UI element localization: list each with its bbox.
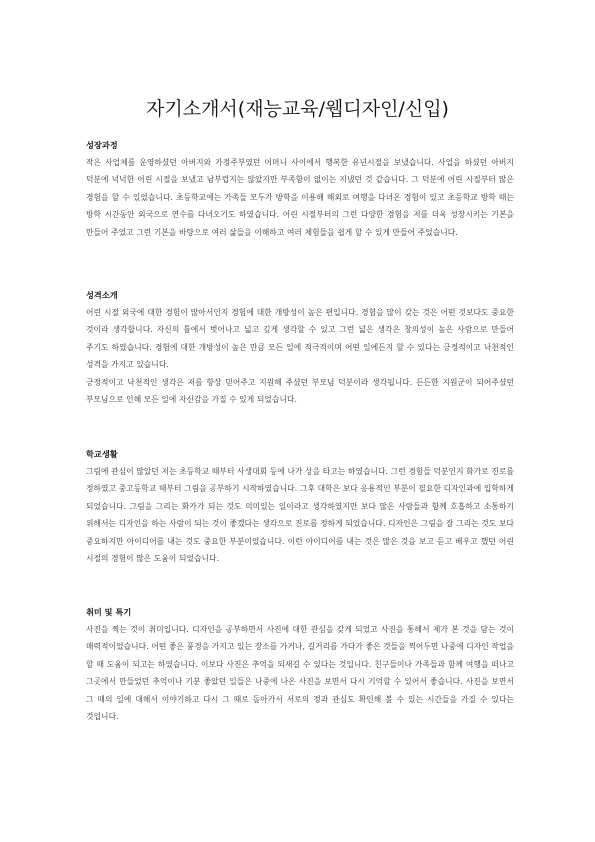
section-school-life: [86, 448, 514, 567]
section-paragraph: 그림에 관심이 많았던 저는 초등학교 때부터 사생대회 등에 나가 상을 타고는 하였습니다. 그런 경험들 덕분인지 화가로 진로를 정하였고 중고등학교 때부터 그림을 공부하기 시작하였습니다. 그후 대학은 보다 응용적인 부분이 필요한 디자인과에 입학하게 되었습니다. 그림을 그리는 화가가 되는 것도 의미있는 일이라고 생각하였지만 보다 많은 사람들과 함께 호흡하고 소통하기 위해서는 디자인을 하는 사람이 되는 것이 좋겠다는 생각으로 진로를 정하게 되었습니다. 디자인은 그림을 잘 그리는 것도 보다 중요하지만 아이디어를 내는 것도 중요한 부분이었습니다. 이런 아이디어를 내는 것은 많은 것을 보고 듣고 배우고 했던 어린 시절의 경험이 많은 도움이 되었습니다.: [86, 467, 514, 564]
section-hobbies: [86, 606, 514, 725]
section-paragraph: 사진을 찍는 것이 취미입니다. 디자인을 공부하면서 사진에 대한 관심을 갖게 되었고 사진을 통해서 제가 본 것을 담는 것이 매력적이었습니다. 어떤 좋은 풍경을 가지고 있는 장소를 가거나, 길거리를 가다가 좋은 것들을 찍어두면 나중에 디자인 작업을 할 때 도움이 되고는 하였습니다. 이보다 사진은 추억을 되새길 수 있다는 것입니다. 친구들이나 가족들과 함께 여행을 떠나고 그곳에서 만들었던 추억이나 기분 좋았던 일들은 나중에 나온 사진을 보면서 다시 기억할 수 있어서 좋습니다. 사진을 보면서 그 때의 일에 대해서 이야기하고 다시 그 때로 돌아가서 서로의 정과 관심도 확인해 볼 수 있는 시간들을 가질 수 있다는 것입니다.: [86, 625, 514, 722]
section-personality: [86, 289, 514, 408]
section-heading-school-life: 학교생활: [86, 449, 118, 459]
section-paragraph: 긍정적이고 낙천적인 생각은 저를 항상 믿어주고 지원해 주셨던 부모님 덕분이라 생각됩니다. 든든한 지원군이 되어주셨던 부모님으로 인해 모든 일에 자신감을 가질 수 있게 되었습니다.: [86, 377, 514, 405]
section-heading-personality: 성격소개: [86, 290, 118, 300]
section-paragraph: 작은 사업체를 운영하셨던 아버지와 가정주부였던 어머니 사이에서 행복한 유년시절을 보냈습니다. 사업을 하셨던 아버지 덕분에 넉넉한 어린 시절을 보냈고 남부럽지는 않았지만 부족함이 없이는 지냈던 것 같습니다. 그 덕분에 어린 시절부터 많은 경험을 할 수 있었습니다. 초등학교에는 가족들 모두가 방학을 이용해 해외로 여행을 다녀온 경험이 있고 초등학교 방학 때는 방학 시간동안 외국으로 연수를 다녀오기도 하였습니다. 어린 시절부터의 그런 다양한 경험을 저를 더욱 성장시키는 기본을 만들어 주었고 그런 기본을 바탕으로 여러 삶들을 이해하고 여러 체험들을 쉽게 할 수 있게 만들어 주었습니다.: [86, 158, 514, 237]
section-paragraph: 어린 시절 외국에 대한 경험이 많아서인지 경험에 대한 개방성이 높은 편입니다. 경험을 많이 갖는 것은 어떤 것보다도 중요한 것이라 생각합니다. 자신의 틀에서 벗어나고 넓고 깊게 생각할 수 있고 그런 넓은 생각은 창의성이 높은 사람으로 만들어 주기도 하였습니다. 경험에 대한 개방성이 높은 만큼 모든 일에 적극적이며 어떤 일에든지 할 수 있다는 긍정적이고 낙천적인 성격을 가지고 있습니다.: [86, 308, 514, 370]
document-title: 자기소개서(재능교육/웹디자인/신입): [146, 98, 449, 120]
section-growth: [86, 139, 514, 241]
section-heading-hobbies: 취미 및 특기: [86, 607, 132, 617]
section-heading-growth: 성장과정: [86, 140, 118, 150]
